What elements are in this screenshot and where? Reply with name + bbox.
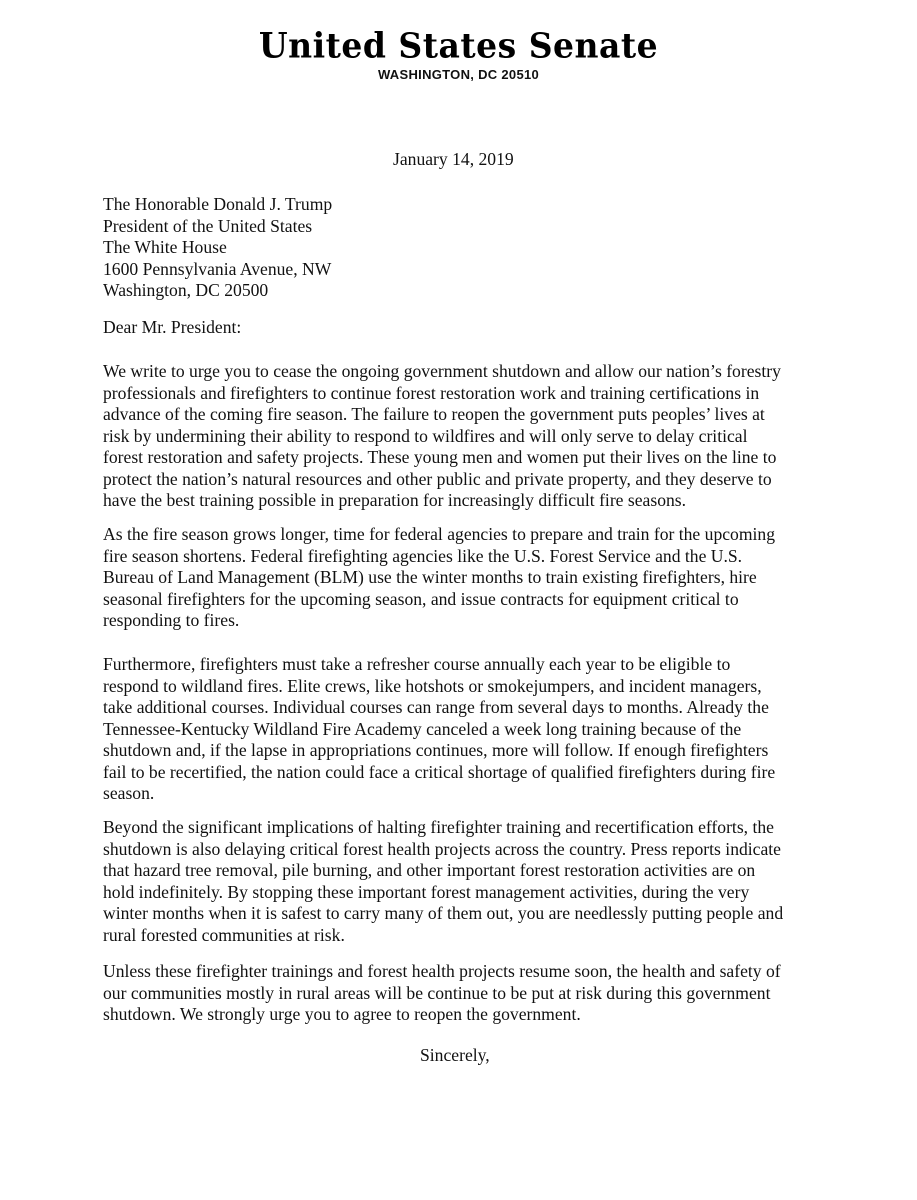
letterhead-address: WASHINGTON, DC 20510 bbox=[377, 67, 540, 82]
recipient-line: President of the United States bbox=[103, 215, 313, 236]
letterhead bbox=[0, 26, 917, 82]
letter-date: January 14, 2019 bbox=[393, 149, 514, 169]
recipient-line: The Honorable Donald J. Trump bbox=[103, 194, 333, 214]
recipient-line: Washington, DC 20500 bbox=[103, 280, 269, 300]
salutation: Dear Mr. President: bbox=[103, 317, 242, 337]
paragraph-3: Furthermore, firefighters must take a refresher course annually each year to be eligible to respond to wildland fires. Elite crews, like hotshots or smokejumpers, and incident managers, take additional courses. Individual courses can range from several days to months. Already the Tennessee-Kentucky Wildland Fire Academy canceled a week long training because of the shutdown and, if the lapse in appropriations continues, more will follow. If enough firefighters fail to be recertified, the nation could face a critical shortage of qualified firefighters during fire season. bbox=[103, 654, 776, 803]
letterhead-title: United States Senate bbox=[258, 25, 659, 66]
recipient-address bbox=[103, 194, 332, 302]
paragraph-2: As the fire season grows longer, time for federal agencies to prepare and train for the upcoming fire season shortens. Federal firefighting agencies like the U.S. Forest Service and the U.S. Bureau of Land Management (BLM) use the winter months to train existing firefighters, hire seasonal firefighters for the upcoming season, and issue contracts for equipment critical to responding to fires. bbox=[103, 524, 776, 630]
paragraph-1: We write to urge you to cease the ongoing government shutdown and allow our nation’s forestry professionals and firefighters to continue forest restoration work and training certifications in advance of the coming fire season. The failure to reopen the government puts peoples’ lives at risk by undermining their ability to respond to wildfires and will only serve to delay critical forest restoration and safety projects. These young men and women put their lives on the line to protect the nation’s natural resources and other public and private property, and they deserve to have the best training possible in preparation for increasingly difficult fire seasons. bbox=[103, 361, 781, 510]
paragraph-4: Beyond the significant implications of halting firefighter training and recertification efforts, the shutdown is also delaying critical forest health projects across the country. Press reports indicate that hazard tree removal, pile burning, and other important forest restoration activities are on hold indefinitely. By stopping these important forest management activities, during the very winter months when it is safest to carry many of them out, you are needlessly putting people and rural forested communities at risk. bbox=[103, 817, 784, 945]
closing: Sincerely, bbox=[420, 1045, 490, 1065]
paragraph-5: Unless these firefighter trainings and forest health projects resume soon, the health and safety of our communities mostly in rural areas will be continue to be put at risk during this government shutdown. We strongly urge you to agree to reopen the government. bbox=[103, 961, 781, 1024]
recipient-line: The White House bbox=[103, 237, 227, 257]
recipient-line: 1600 Pennsylvania Avenue, NW bbox=[103, 258, 332, 279]
